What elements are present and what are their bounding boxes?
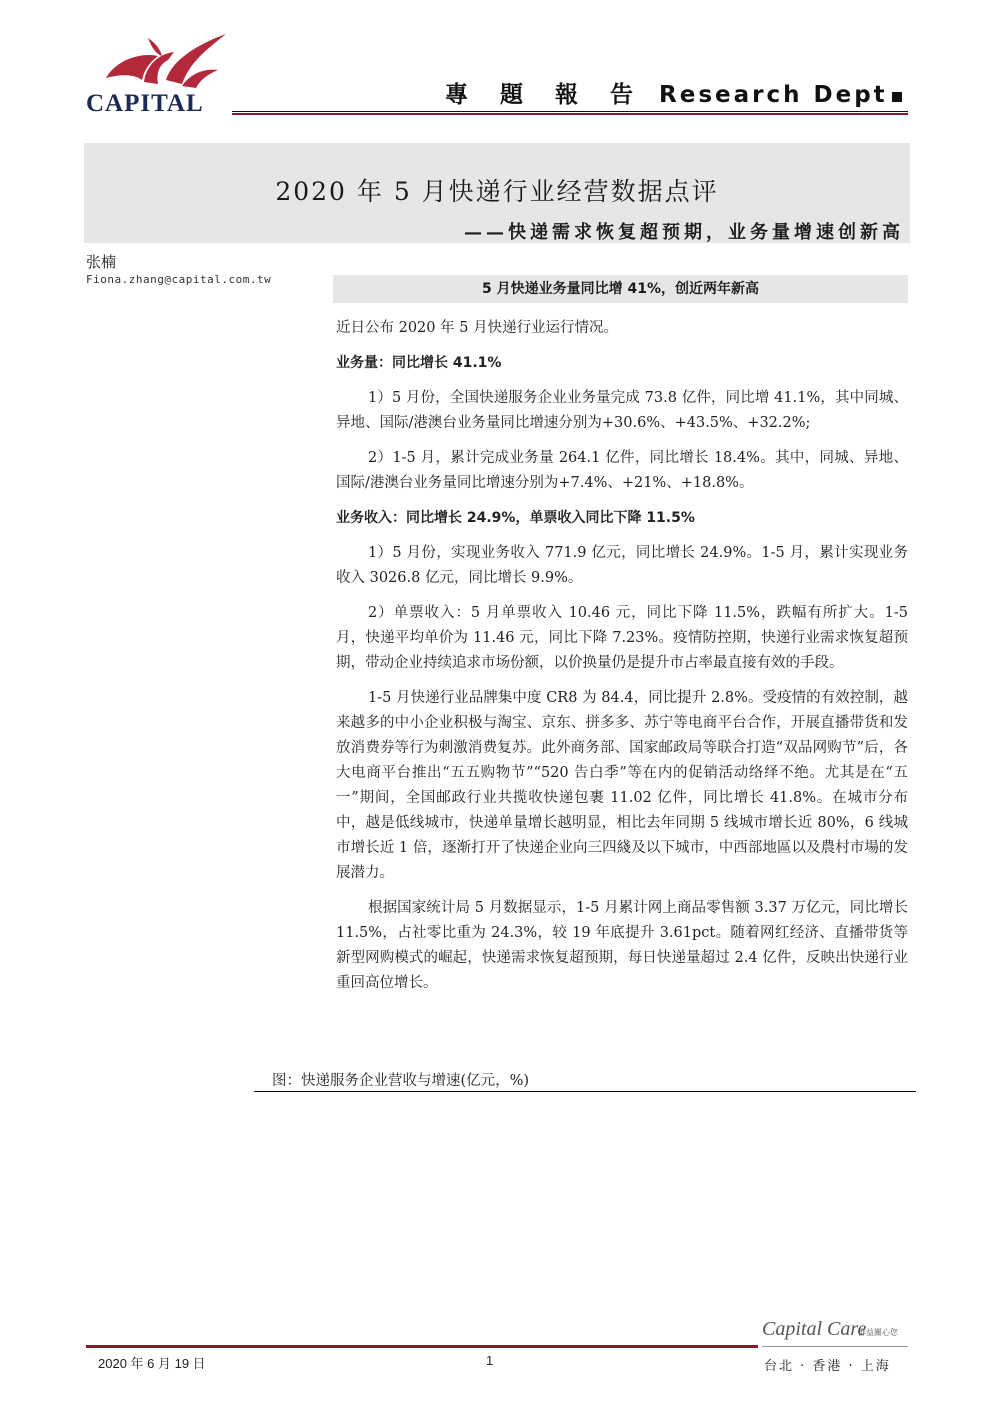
paragraph-online-retail: 根据国家统计局 5 月数据显示，1-5 月累计网上商品零售额 3.37 万亿元，同比增长 11.5%，占社零比重为 24.3%，较 19 年底提升 3.61pct。随着网红经济、直播带货等新型网购模式的崛起，快递需求恢复超预期，每日快递量超过 2.4 亿件，反映出快递行业重回高位增长。 (336, 900, 908, 991)
paragraph-revenue: 1）5 月份，实现业务收入 771.9 亿元，同比增长 24.9%。1-5 月，累计实现业务收入 3026.8 亿元，同比增长 9.9%。 (336, 545, 908, 586)
figure-divider (254, 1091, 916, 1092)
paragraph-unit-price: 2）单票收入：5 月单票收入 10.46 元，同比下降 11.5%，跌幅有所扩大。1-5 月，快递平均单价为 11.46 元，同比下降 7.23%。疫情防控期，快递行业需求恢复超预期，带动企业持续追求市场份额，以价换量仍是提升市占率最直接有效的手段。 (336, 605, 908, 671)
section-heading-volume: 业务量：同比增长 41.1% (336, 355, 502, 371)
page-number: 1 (486, 1353, 494, 1368)
author-name: 张楠 (86, 253, 117, 271)
header-divider (232, 111, 908, 112)
page-subtitle: ——快递需求恢复超预期，业务量增速创新高 (464, 222, 904, 243)
brand-divider (762, 1346, 908, 1347)
header-title-cn: 專 題 報 告 (445, 82, 646, 108)
logo-text: CAPITAL (86, 90, 204, 117)
header-title (445, 76, 902, 109)
summary-headline: 5 月快递业务量同比增 41%，创近两年新高 (333, 275, 908, 303)
paragraph-volume-may: 1）5 月份，全国快递服务企业业务量完成 73.8 亿件，同比增 41.1%，其中同城、异地、国际/港澳台业务量同比增速分别为+30.6%、+43.5%、+32.2%; (336, 390, 908, 431)
header-divider-red (232, 113, 908, 115)
paragraph-volume-ytd: 2）1-5 月，累计完成业务量 264.1 亿件，同比增长 18.4%。其中，同城、异地、国际/港澳台业务量同比增速分别为+7.4%、+21%、+18.8%。 (336, 450, 908, 491)
paragraph-concentration: 1-5 月快递行业品牌集中度 CR8 为 84.4，同比提升 2.8%。受疫情的有效控制，越来越多的中小企业积极与淘宝、京东、拼多多、苏宁等电商平台合作，开展直播带货和发放消费券等行为刺激消费复苏。此外商务部、国家邮政局等联合打造“双品网购节”后，各大电商平台推出“五五购物节”“520 告白季”等在内的促销活动络绎不绝。尤其是在“五一”期间，全国邮政行业共揽收快递包裹 11.02 亿件，同比增长 41.8%。在城市分布中，越是低线城市，快递单量增长越明显，相比去年同期 5 线城市增长近 80%，6 线城市增长近 1 倍，逐渐打开了快递企业向三四綫及以下城市，中西部地區以及農村市場的发展潜力。 (336, 690, 908, 881)
header-square-icon (892, 92, 902, 102)
footer-date: 2020 年 6 月 19 日 (98, 1356, 206, 1371)
figure-caption: 图：快递服务企业营收与增速(亿元，%) (272, 1073, 530, 1089)
report-body (336, 316, 908, 1006)
capital-care-logo: Capital Care (762, 1318, 867, 1340)
footer-divider (86, 1345, 758, 1348)
author-email: Fiona.zhang@capital.com.tw (86, 273, 272, 286)
section-heading-revenue: 业务收入：同比增长 24.9%，单票收入同比下降 11.5% (336, 510, 695, 526)
brand-tagline: 群益關心您 (858, 1328, 898, 1337)
page-title: 2020 年 5 月快递行业经营数据点评 (275, 177, 719, 206)
footer-cities: 台北 · 香港 · 上海 (764, 1359, 891, 1374)
intro-paragraph: 近日公布 2020 年 5 月快递行业运行情况。 (336, 320, 619, 336)
header-title-en: Research Dept (659, 82, 888, 108)
